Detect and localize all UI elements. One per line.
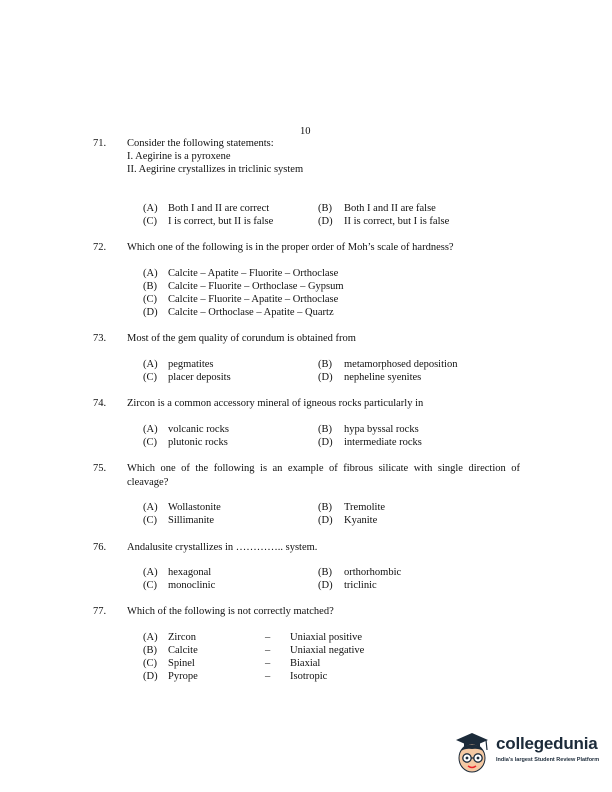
option-text: hexagonal [168,567,212,578]
option-text: Wollastonite [168,502,221,513]
option-text: Calcite – Fluorite – Orthoclase – Gypsum [168,281,344,292]
option-letter: (B) [143,281,157,292]
option-text: monoclinic [168,580,216,591]
question-number: 74. [93,398,107,409]
option-text: Tremolite [344,502,386,513]
option-text: volcanic rocks [168,424,229,435]
option-letter: (D) [318,437,333,448]
logo-tagline: India's largest Student Review Platform [496,757,600,763]
option-letter: (D) [318,580,333,591]
option-text: Both I and II are correct [168,203,270,214]
pair-dash: – [265,658,271,669]
question-text: Which one of the following is an example of fibrous silicate with single direction of cleavage? [127,463,520,488]
pair-property: Uniaxial positive [290,632,363,643]
pair-mineral: Zircon [168,632,196,643]
option-text: Both I and II are false [344,203,436,214]
logo-wordmark: collegedunia [496,734,598,753]
pair-mineral: Pyrope [168,671,198,682]
option-letter: (B) [318,203,332,214]
pair-dash: – [265,671,271,682]
option-text: plutonic rocks [168,437,228,448]
option-text: Sillimanite [168,515,215,526]
pair-dash: – [265,645,271,656]
question-text: Most of the gem quality of corundum is obtained from [127,333,356,344]
statement-line: II. Aegirine crystallizes in triclinic system [127,164,304,175]
option-text: intermediate rocks [344,437,422,448]
question-number: 75. [93,463,107,474]
option-text: pegmatites [168,359,214,370]
option-letter: (A) [143,502,158,513]
option-letter: (C) [143,294,157,305]
page-number: 10 [300,126,311,137]
option-text: triclinic [344,580,377,591]
option-letter: (A) [143,359,158,370]
option-text: I is correct, but II is false [168,216,274,227]
question-text: Which of the following is not correctly matched? [127,606,334,617]
option-text: orthorhombic [344,567,402,578]
option-letter: (C) [143,515,157,526]
option-letter: (A) [143,203,158,214]
option-text: hypa byssal rocks [344,424,419,435]
option-letter: (D) [143,307,158,318]
pair-property: Isotropic [290,671,328,682]
question-number: 77. [93,606,107,617]
option-text: placer deposits [168,372,231,383]
option-letter: (A) [143,268,158,279]
option-letter: (B) [143,645,157,656]
option-text: nepheline syenites [344,372,422,383]
option-letter: (B) [318,502,332,513]
option-letter: (C) [143,372,157,383]
option-text: Calcite – Apatite – Fluorite – Orthoclase [168,268,339,279]
question-number: 72. [93,242,107,253]
option-text: Calcite – Fluorite – Apatite – Orthoclase [168,294,339,305]
question-number: 71. [93,138,107,149]
question-number: 76. [93,542,107,553]
option-letter: (C) [143,580,157,591]
question-number: 73. [93,333,107,344]
question-text: Consider the following statements: [127,138,274,149]
pair-mineral: Calcite [168,645,198,656]
option-letter: (D) [318,216,333,227]
option-letter: (B) [318,424,332,435]
option-letter: (D) [318,515,333,526]
option-letter: (C) [143,658,157,669]
question-text: Zircon is a common accessory mineral of igneous rocks particularly in [127,398,424,409]
collegedunia-logo [452,730,602,776]
option-text: Calcite – Orthoclase – Apatite – Quartz [168,307,334,318]
option-letter: (C) [143,437,157,448]
pair-dash: – [265,632,271,643]
option-letter: (D) [318,372,333,383]
option-letter: (A) [143,424,158,435]
pair-mineral: Spinel [168,658,195,669]
option-letter: (A) [143,567,158,578]
pair-property: Biaxial [290,658,321,669]
option-letter: (D) [143,671,158,682]
option-text: II is correct, but I is false [344,216,450,227]
question-text: Andalusite crystallizes in ………….. system. [127,542,318,553]
statement-line: I. Aegirine is a pyroxene [127,151,231,162]
option-text: metamorphosed deposition [344,359,458,370]
option-text: Kyanite [344,515,378,526]
option-letter: (B) [318,567,332,578]
question-text: Which one of the following is in the proper order of Moh’s scale of hardness? [127,242,454,253]
pair-property: Uniaxial negative [290,645,365,656]
mascot-icon [452,730,496,776]
option-letter: (A) [143,632,158,643]
option-letter: (C) [143,216,157,227]
option-letter: (B) [318,359,332,370]
